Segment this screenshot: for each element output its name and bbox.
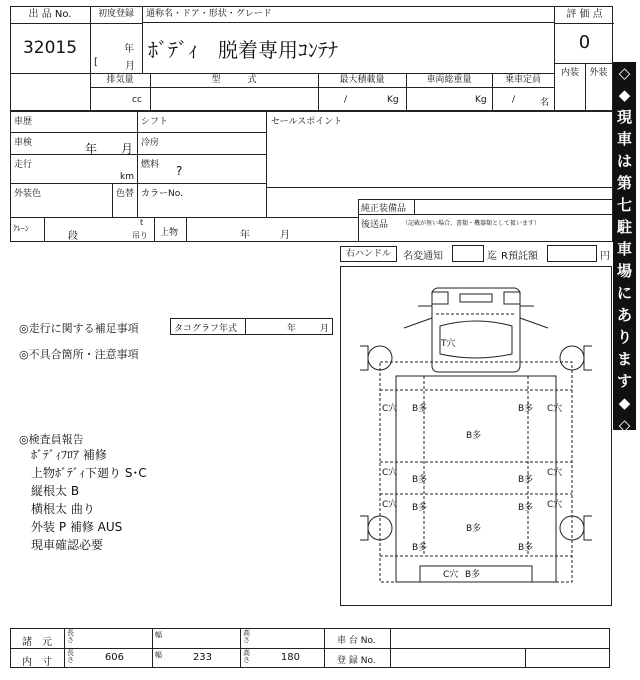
height-label: 高さ [243, 629, 250, 644]
height-value: 180 [280, 652, 300, 663]
label-b-many: B多 [518, 503, 534, 513]
label-c-hole: C穴 [547, 468, 563, 478]
aircon-label: 冷房 [141, 138, 160, 148]
band-char: は [616, 152, 632, 170]
crane-t: t [140, 218, 144, 227]
dims-row-label: 内 寸 [22, 657, 52, 668]
defects-label: ◎不具合箇所・注意事項 [19, 348, 139, 361]
reg-year-unit: 年 [124, 44, 134, 55]
details-row1-line [10, 132, 266, 133]
displacement-label: 排気量 [90, 73, 151, 87]
crane-end-divider [154, 217, 155, 242]
genuine-top-line [358, 199, 613, 200]
label-c-hole: C穴 [443, 570, 459, 580]
fuel-label: 燃料 [141, 160, 160, 170]
sales-bottom-line [266, 187, 613, 188]
label-c-hole: C穴 [547, 404, 563, 414]
dims-col-b [152, 628, 153, 668]
genuine-divider [414, 199, 415, 214]
band-char: り [616, 328, 632, 346]
crane-stage: 段 [68, 231, 78, 242]
loading-year: 年 [240, 230, 250, 241]
mirror-left [432, 292, 448, 304]
genuine-parts-label: 純正装備品 [361, 204, 407, 214]
name-change-label: 名変通知 [403, 251, 443, 262]
length-label: 長さ [67, 629, 74, 644]
crane-label: ｸﾚｰﾝ [13, 224, 29, 233]
label-b-many: B多 [518, 543, 534, 553]
label-c-hole: C穴 [382, 500, 398, 510]
score-value: 0 [554, 23, 614, 63]
model-label: 通称名・ドア・形状・グレード [142, 6, 554, 23]
truck-diagram [340, 266, 612, 606]
reg-month-unit: 月 [125, 61, 135, 72]
length-value: 606 [104, 652, 124, 663]
yen-label: 円 [600, 251, 610, 262]
details-row2-line [10, 154, 266, 155]
label-c-hole: C穴 [382, 468, 398, 478]
width-value: 233 [192, 652, 212, 663]
details-row3-line [10, 183, 266, 184]
report-line: 横根太 曲り [31, 502, 95, 516]
dims-row-line [10, 648, 610, 649]
label-b-many: B多 [412, 503, 428, 513]
band-char: あ [616, 306, 632, 324]
bracket-open: [ [94, 57, 98, 68]
wheel-front-left [368, 346, 392, 370]
dims-col-a [64, 628, 65, 668]
ext-color-label: 外装色 [14, 189, 42, 199]
vehicle-title: ﾎﾞﾃﾞｨ 脱着専用ｺﾝﾃﾅ [148, 38, 338, 62]
name-change-box [452, 245, 484, 262]
deadline-label: 迄 [487, 251, 497, 262]
location-notice-band [613, 62, 636, 434]
report-line: ﾎﾞﾃﾞｨﾌﾛｱ 補修 [31, 448, 107, 462]
color-no-label: カラーNo. [141, 189, 183, 199]
capacity-slash: / [512, 95, 516, 105]
displacement-unit: cc [132, 95, 142, 105]
lot-number: 32015 [10, 23, 91, 73]
lot-label: 出 品 No. [10, 6, 91, 24]
shift-label: シフト [141, 117, 169, 127]
report-line: 現車確認必要 [31, 538, 104, 552]
specs-row-label: 諸 元 [22, 637, 52, 648]
inspection-year: 年 [85, 142, 98, 156]
band-char: 七 [616, 196, 632, 214]
reg-divider [141, 23, 143, 73]
inspector-report [31, 446, 147, 554]
report-line: 外装 P 補修 AUS [31, 520, 123, 534]
inspection-month: 月 [121, 142, 134, 156]
label-b-many: B多 [518, 475, 534, 485]
aftermarket-note: （記載が無い場合、書類・機器類として扱います） [402, 220, 541, 227]
model-code-label: 型 式 [150, 73, 319, 87]
inspector-label: ◎検査員報告 [19, 433, 84, 446]
parts-divider [358, 199, 359, 242]
chassis-dashed [380, 362, 572, 582]
band-char: に [616, 284, 632, 302]
tacho-label: タコグラフ年式 [174, 324, 238, 334]
label-t-hole: T穴 [441, 339, 456, 349]
band-char: ◆ [618, 394, 631, 412]
roof-marker [460, 294, 492, 302]
gross-weight-unit: Kg [475, 95, 487, 105]
crane-divider [44, 217, 45, 242]
history-label: 車歴 [14, 117, 33, 127]
r-deposit-box [547, 245, 597, 262]
band-char: 第 [616, 174, 632, 192]
report-line: 縦根太 B [31, 484, 80, 498]
lot-col-divider [89, 73, 91, 111]
band-char: 現 [616, 108, 632, 126]
width-label: 幅 [155, 631, 162, 639]
max-load-slash: / [344, 95, 348, 105]
interior-box [554, 81, 586, 111]
band-char: 場 [616, 262, 632, 280]
aftermarket-line [358, 214, 613, 215]
label-b-many: B多 [466, 524, 482, 534]
fuel-value: ? [176, 164, 183, 178]
band-char: ◇ [618, 416, 631, 434]
band-char: ◇ [618, 64, 631, 82]
crane-hang: 吊り [132, 231, 148, 240]
reg-no-label: 登 録 No. [337, 656, 376, 666]
band-char: ◆ [618, 86, 631, 104]
driving-notes-label: ◎走行に関する補足事項 [19, 322, 139, 335]
report-line: 上物ﾎﾞﾃﾞｨ下廻り S･C [31, 466, 147, 480]
right-handle-badge: 右ハンドル [340, 246, 397, 262]
capacity-label: 乗車定員 [504, 75, 541, 85]
gross-weight-label: 車両総重量 [406, 73, 493, 87]
band-char: す [616, 372, 632, 390]
height-label: 高さ [243, 649, 250, 664]
band-char: 駐 [616, 218, 632, 236]
label-b-many: B多 [518, 404, 534, 414]
tacho-month: 月 [320, 324, 330, 334]
max-load-label: 最大積載量 [318, 73, 407, 87]
band-char: 車 [616, 130, 632, 148]
model-code-cell [150, 87, 319, 111]
label-c-hole: C穴 [547, 500, 563, 510]
inspection-label: 車検 [14, 138, 33, 148]
reg-split [525, 648, 526, 668]
mileage-unit: km [120, 172, 134, 182]
aftermarket-label: 後送品 [361, 220, 389, 230]
band-char: ま [616, 350, 632, 368]
loading-divider [186, 217, 187, 242]
band-char: 車 [616, 240, 632, 258]
interior-label: 内装 [554, 63, 586, 82]
color-swap-label: 色替 [116, 189, 135, 199]
capacity-unit: 名 [540, 98, 550, 108]
details-col2-line [266, 111, 267, 217]
length-label: 長さ [67, 649, 74, 664]
label-b-many: B多 [466, 431, 482, 441]
label-b-many: B多 [412, 404, 428, 414]
chassis-label: 車 台 No. [337, 636, 376, 646]
details-row4-line [10, 217, 358, 218]
score-label: 評 価 点 [554, 6, 614, 24]
loading-label: 上物 [160, 228, 179, 238]
label-b-many: B多 [412, 543, 428, 553]
label-b-many: B多 [412, 475, 428, 485]
max-load-unit: Kg [387, 95, 399, 105]
tacho-year: 年 [287, 324, 297, 334]
dims-col-c [240, 628, 241, 668]
loading-month: 月 [280, 230, 290, 241]
first-reg-label: 初度登録 [90, 6, 143, 24]
r-deposit-label: R預託額 [501, 251, 538, 262]
mirror-right [504, 292, 520, 304]
exterior-label: 外装 [584, 63, 613, 82]
dims-col-e [390, 628, 391, 668]
width-label: 幅 [155, 651, 162, 659]
mileage-label: 走行 [14, 160, 33, 170]
cab-outline [432, 288, 520, 372]
color-divider [112, 183, 113, 217]
label-c-hole: C穴 [382, 404, 398, 414]
label-b-many: B多 [465, 570, 481, 580]
sales-point-label: セールスポイント [271, 117, 343, 127]
dims-col-d [324, 628, 325, 668]
details-col1-line [137, 111, 138, 217]
